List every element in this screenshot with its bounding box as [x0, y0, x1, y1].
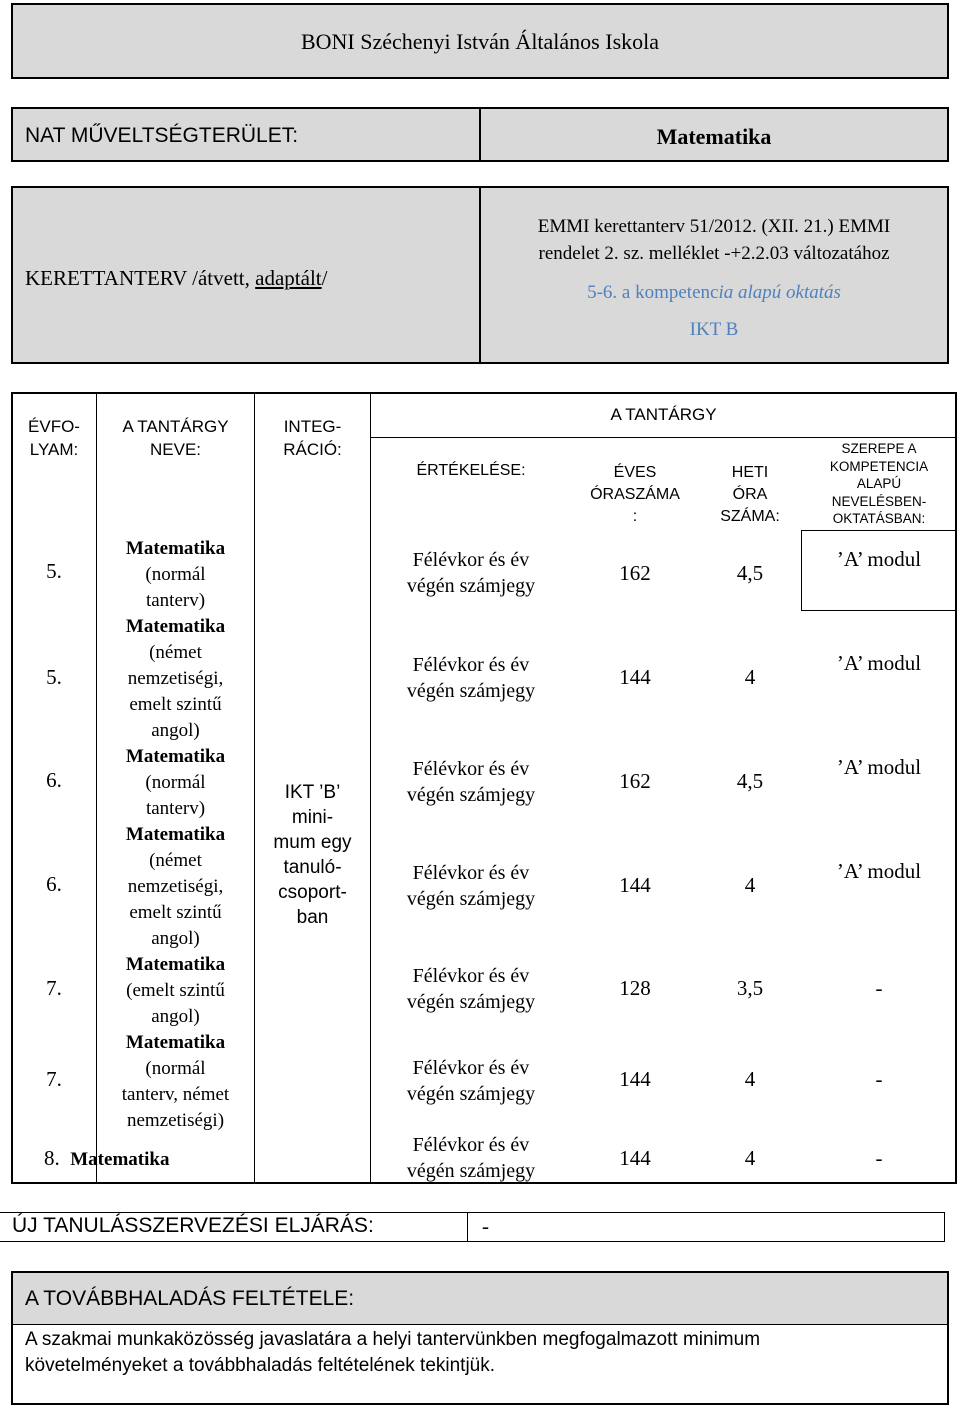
header-eves: ÉVES ÓRASZÁMA : [590, 464, 680, 525]
header-evfolyam: ÉVFO- LYAM: [28, 417, 80, 459]
table-row-7-heti: 4 [744, 1146, 756, 1170]
table-row-6-eves: 144 [619, 1067, 651, 1091]
table-row-5-heti: 3,5 [736, 976, 764, 1000]
tovabb-line1: A szakmai munkaközösség javaslatára a helyi tantervünkben megfogalmazott minimum [25, 1329, 761, 1350]
kerettanterv-line3: 5-6. a kompetencia alapú oktatás [587, 282, 841, 303]
nat-row [11, 107, 949, 162]
table-row-3-szerep: ’A’ modul [836, 755, 922, 779]
table-row-3-eves: 162 [619, 769, 651, 793]
header-nev: A TANTÁRGY NEVE: [122, 417, 229, 459]
nat-label: NAT MŰVELTSÉGTERÜLET: [25, 124, 299, 147]
table-row-1-grade: 5. [46, 559, 62, 583]
table-row-2-eves: 144 [619, 665, 651, 689]
table-row-2-heti: 4 [744, 665, 756, 689]
table-row-5-eval: Félévkor és év végén számjegy [406, 965, 536, 1013]
table-row-6-name: Matematika (normál tanterv, német nemzetiségi) [121, 1032, 230, 1131]
table-row-2-eval: Félévkor és év végén számjegy [406, 654, 536, 702]
tovabb-box [11, 1271, 949, 1405]
table-row-3-name: Matematika (normál tanterv) [125, 746, 226, 819]
table-row-6-grade: 7. [46, 1067, 62, 1091]
school-title-box [11, 3, 949, 79]
table-row-4-eval: Félévkor és év végén számjegy [406, 862, 536, 910]
table-row-7-szerep: - [875, 1146, 883, 1170]
uj-label: ÚJ TANULÁSSZERVEZÉSI ELJÁRÁS: [12, 1214, 374, 1237]
table-row-4-name: Matematika (német nemzetiségi, emelt szintű angol) [125, 824, 226, 949]
table-row-1-name: Matematika (normál tanterv) [125, 538, 226, 611]
table-row-5-name: Matematika (emelt szintű angol) [125, 954, 226, 1027]
nat-value: Matematika [656, 124, 772, 149]
table-row-2-grade: 5. [46, 665, 62, 689]
table-row-4-eves: 144 [619, 873, 651, 897]
table-row-1-szerep: ’A’ modul [836, 547, 922, 571]
table-row-1-heti: 4,5 [736, 561, 764, 585]
table-row-5-eves: 128 [619, 976, 651, 1000]
table-row-7-eval: Félévkor és év végén számjegy [406, 1134, 536, 1182]
table-row-6-eval: Félévkor és év végén számjegy [406, 1057, 536, 1105]
kerettanterv-row [11, 186, 949, 364]
kerettanterv-line1: EMMI kerettanterv 51/2012. (XII. 21.) EMMI [537, 216, 891, 237]
header-szerepe: SZEREPE A KOMPETENCIA ALAPÚ NEVELÉSBEN- OKTATÁSBAN: [829, 441, 929, 526]
uj-row [0, 1212, 945, 1242]
table-row-7-eves: 144 [619, 1146, 651, 1170]
uj-value: - [482, 1214, 489, 1238]
table-row-4-grade: 6. [46, 872, 62, 896]
header-tantargy: A TANTÁRGY [610, 405, 717, 424]
school-title: BONI Széchenyi István Általános Iskola [300, 29, 660, 54]
header-heti: HETI ÓRA SZÁMA: [720, 464, 780, 525]
table-row-7-grade-name: 8. Matematika [44, 1146, 170, 1170]
table-row-1-eval: Félévkor és év végén számjegy [406, 549, 536, 597]
table-row-6-szerep: - [875, 1067, 883, 1091]
table-row-1-eves: 162 [619, 561, 651, 585]
table-row-3-eval: Félévkor és év végén számjegy [406, 758, 536, 806]
table-row-4-heti: 4 [744, 873, 756, 897]
header-ertekeles: ÉRTÉKELÉSE: [416, 462, 526, 479]
tovabb-label: A TOVÁBBHALADÁS FELTÉTELE: [25, 1287, 355, 1310]
table-row-5-szerep: - [875, 976, 883, 1000]
tovabb-line2: követelményeket a továbbhaladás feltételének tekintjük. [25, 1355, 496, 1376]
table-row-6-heti: 4 [744, 1067, 756, 1091]
kerettanterv-line4: IKT B [689, 319, 739, 340]
header-integracio: INTEG- RÁCIÓ: [283, 417, 342, 459]
table-row-3-heti: 4,5 [736, 769, 764, 793]
kerettanterv-line2: rendelet 2. sz. melléklet -+2.2.03 változatához [538, 243, 890, 264]
table-row-5-grade: 7. [46, 976, 62, 1000]
table-row-3-grade: 6. [46, 768, 62, 792]
adaptalt-link: adaptált [255, 266, 322, 290]
table-row-2-name: Matematika (német nemzetiségi, emelt szintű angol) [125, 616, 226, 741]
kerettanterv-label: KERETTANTERV /átvett, adaptált/ [25, 266, 328, 290]
table-row-2-szerep: ’A’ modul [836, 651, 922, 675]
integracio-value: IKT ’B’ mini- mum egy tanuló- csoport- ban [273, 782, 352, 928]
table-row-4-szerep: ’A’ modul [836, 859, 922, 883]
